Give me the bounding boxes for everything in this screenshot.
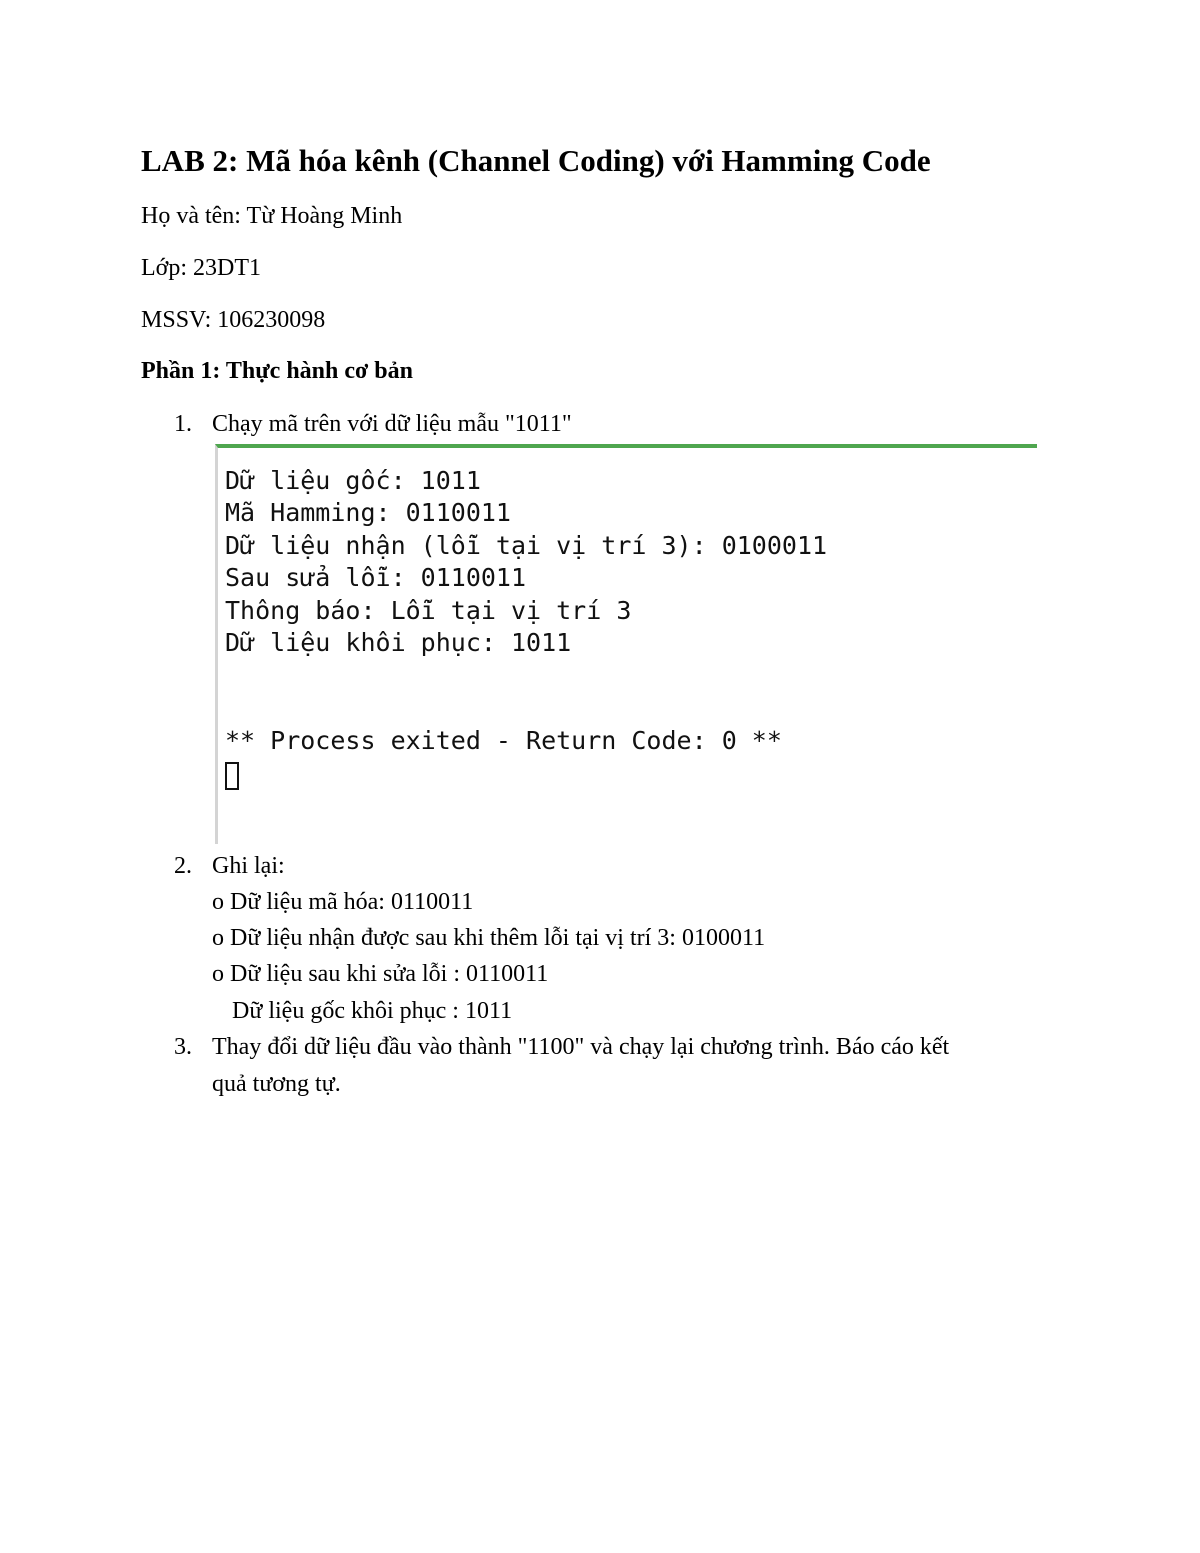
console-line: Mã Hamming: 0110011 [225,498,511,527]
sub-list-item: Dữ liệu gốc khôi phục : 1011 [232,998,513,1024]
student-class: Lớp: 23DT1 [141,255,262,281]
console-exit-message: ** Process exited - Return Code: 0 ** [225,726,782,755]
list-item-number: 1. [174,411,192,437]
list-item-text: Thay đổi dữ liệu đầu vào thành "1100" và chạy lại chương trình. Báo cáo kết [212,1034,950,1060]
list-item-text-continued: quả tương tự. [212,1071,341,1097]
console-line: Sau sửa lỗi: 0110011 [225,563,527,592]
cursor-icon [225,762,239,790]
console-line: Dữ liệu khôi phục: 1011 [225,628,572,657]
student-name: Họ và tên: Từ Hoàng Minh [141,203,403,229]
console-output [215,444,1037,844]
page-title: LAB 2: Mã hóa kênh (Channel Coding) với Hamming Code [141,143,931,178]
list-item-number: 2. [174,853,192,879]
list-item-number: 3. [174,1034,192,1060]
list-item-text: Chạy mã trên với dữ liệu mẫu "1011" [212,411,572,437]
list-item-text: Ghi lại: [212,853,285,879]
console-line: Dữ liệu nhận (lỗi tại vị trí 3): 0100011 [225,531,828,560]
sub-list-item: o Dữ liệu sau khi sửa lỗi : 0110011 [212,961,549,987]
section-heading: Phần 1: Thực hành cơ bản [141,358,414,384]
console-line: Thông báo: Lỗi tại vị trí 3 [225,596,632,625]
sub-list-item: o Dữ liệu nhận được sau khi thêm lỗi tại vị trí 3: 0100011 [212,925,766,951]
sub-list-item: o Dữ liệu mã hóa: 0110011 [212,889,474,915]
student-id: MSSV: 106230098 [141,307,326,333]
console-line: Dữ liệu gốc: 1011 [225,466,481,495]
